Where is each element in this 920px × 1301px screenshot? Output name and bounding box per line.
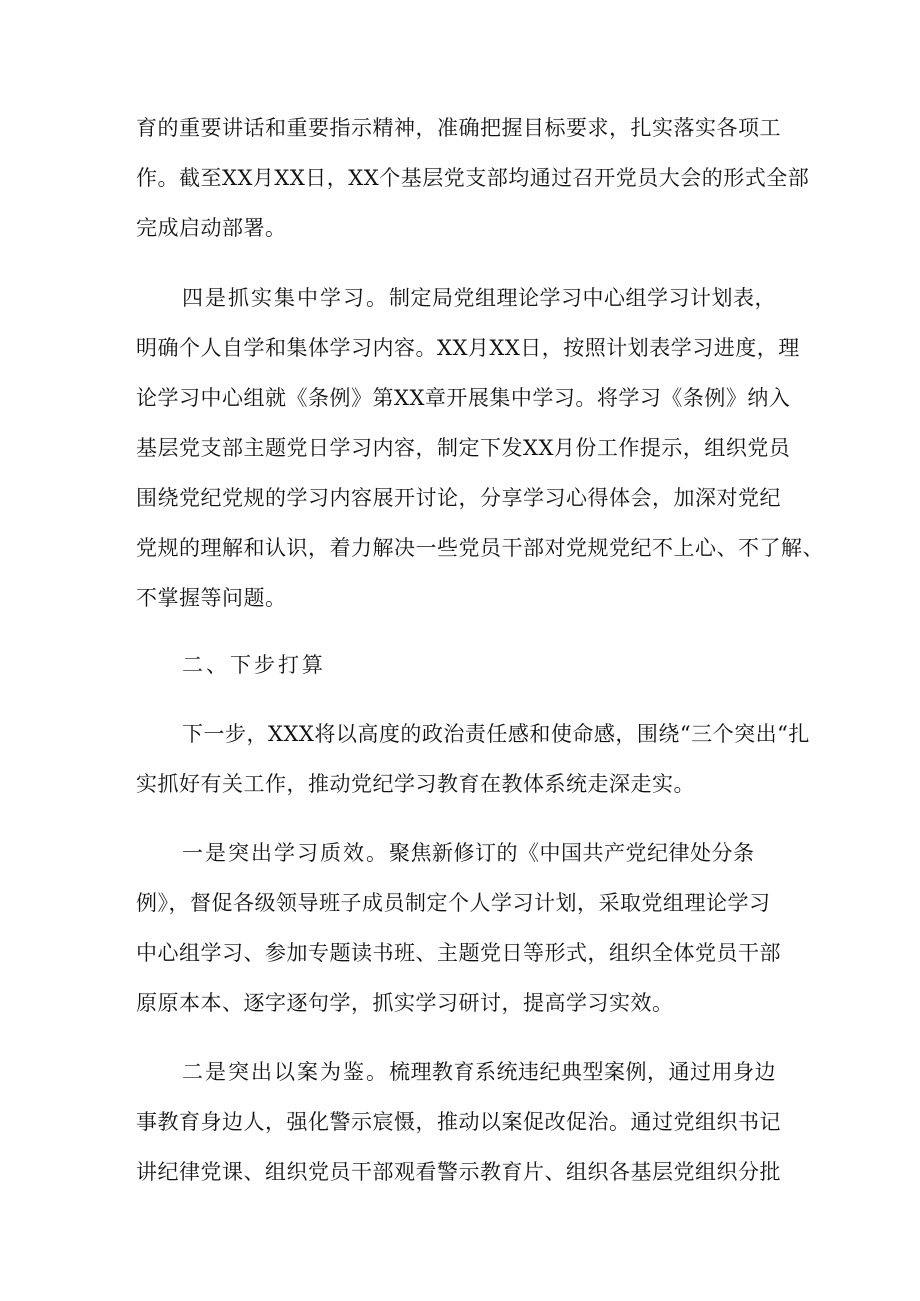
text-line: 论学习中心组就《条例》第XX章开展集中学习。将学习《条例》纳入 [136, 386, 791, 410]
text-line: 党规的理解和认识，着力解决一些党员干部对党规党纪不上心、不了解、 [136, 536, 824, 560]
text-line: 完成启动部署。 [136, 216, 287, 240]
paragraph-first-line [182, 283, 776, 313]
section-heading: 二、下步打算 [182, 653, 326, 677]
text-line: 明确个人自学和集体学习内容。XX月XX日，按照计划表学习进度，理 [136, 336, 800, 360]
text-run: 聚焦新修订的《中国共产党纪律处分条 [389, 841, 755, 865]
text-line: 讲纪律党课、组织党员干部观看警示教育片、组织各基层党组织分批 [136, 1160, 781, 1184]
text-line: 原原本本、逐字逐句学，抓实学习研讨，提高学习实效。 [136, 991, 674, 1015]
text-line: 不掌握等问题。 [136, 586, 287, 610]
paragraph-lead: 二是突出以案为鉴。 [182, 1060, 389, 1084]
text-run: 梳理教育系统违纪典型案例，通过用身边 [389, 1060, 776, 1084]
paragraph-first-line [182, 838, 755, 868]
text-line: 实抓好有关工作，推动党纪学习教育在教体系统走深走实。 [136, 772, 695, 796]
text-line: 基层党支部主题党日学习内容，制定下发XX月份工作提示，组织党员 [136, 436, 791, 460]
text-line: 下一步，XXX将以高度的政治责任感和使命感，围绕“三个突出“扎 [182, 722, 810, 746]
text-line: 中心组学习、参加专题读书班、主题党日等形式，组织全体党员干部 [136, 941, 781, 965]
text-line: 例》，督促各级领导班子成员制定个人学习计划，采取党组理论学习 [136, 891, 771, 915]
text-run: 制定局党组理论学习中心组学习计划表， [389, 286, 776, 310]
text-line: 事教育身边人，强化警示宸慑，推动以案促改促治。通过党组织书记 [136, 1110, 781, 1134]
text-line: 围绕党纪党规的学习内容展开讨论，分享学习心得体会，加深对党纪 [136, 486, 781, 510]
text-line: 作。截至XX月XX日，XX个基层党支部均通过召开党员大会的形式全部 [136, 166, 810, 190]
text-line: 育的重要讲话和重要指示精神，准确把握目标要求，扎实落实各项工 [136, 116, 781, 140]
paragraph-first-line [182, 1057, 776, 1087]
paragraph-lead: 一是突出学习质效。 [182, 841, 389, 865]
paragraph-lead: 四是抓实集中学习。 [182, 286, 389, 310]
